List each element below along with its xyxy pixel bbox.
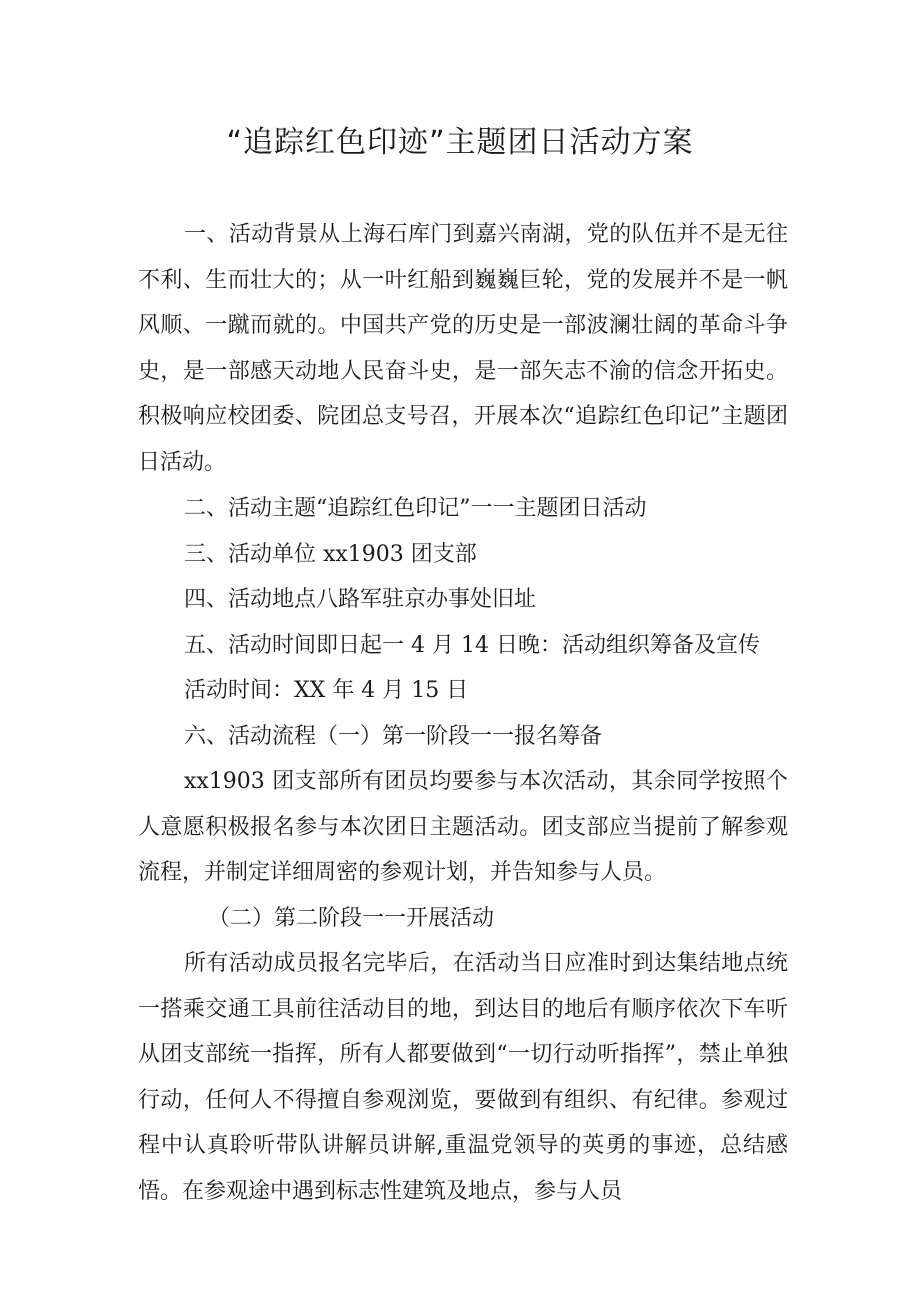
paragraph-time: 五、活动时间即日起一 4 月 14 日晚：活动组织筹备及宣传: [184, 632, 760, 658]
paragraph-process-stage-one: 六、活动流程（一）第一阶段一一报名筹备: [184, 723, 603, 749]
paragraph-activity-date: 活动时间：XX 年 4 月 15 日: [184, 678, 469, 703]
paragraph-theme: 二、活动主题“追踪红色印记”一一主题团日活动: [184, 496, 647, 521]
document-body: [138, 212, 788, 1214]
paragraph-registration: xx1903 团支部所有团员均要参与本次活动，其余同学按照个人意愿积极报名参与本次团日主题活动。团支部应当提前了解参观流程，并制定详细周密的参观计划，并告知参与人员。: [138, 769, 788, 885]
paragraph-background: 一、活动背景从上海石库门到嘉兴南湖，党的队伍并不是无往不利、生而壮大的；从一叶红船到巍巍巨轮，党的发展并不是一帆风顺、一蹴而就的。中国共产党的历史是一部波澜壮阔的革命斗争史，是一部感天动地人民奋斗史，是一部矢志不渝的信念开拓史。积极响应校团委、院团总支号召，开展本次“追踪红色印记”主题团日活动。: [138, 222, 788, 475]
paragraph-stage-two-heading: （二）第二阶段一一开展活动: [208, 905, 495, 931]
paragraph-unit: 三、活动单位 xx1903 团支部: [184, 541, 477, 567]
page-title: “追踪红色印迹”主题团日活动方案: [226, 125, 694, 160]
paragraph-location: 四、活动地点八路军驻京办事处旧址: [184, 587, 537, 612]
paragraph-activity-details: 所有活动成员报名完毕后，在活动当日应准时到达集结地点统一搭乘交通工具前往活动目的地，到达目的地后有顺序依次下车听从团支部统一指挥，所有人都要做到“一切行动听指挥”，禁止单独行动，任何人不得擅自参观浏览，要做到有组织、有纪律。参观过程中认真聆听带队讲解员讲解,重温党领导的英勇的事迹，总结感悟。在参观途中遇到标志性建筑及地点，参与人员: [138, 951, 788, 1204]
